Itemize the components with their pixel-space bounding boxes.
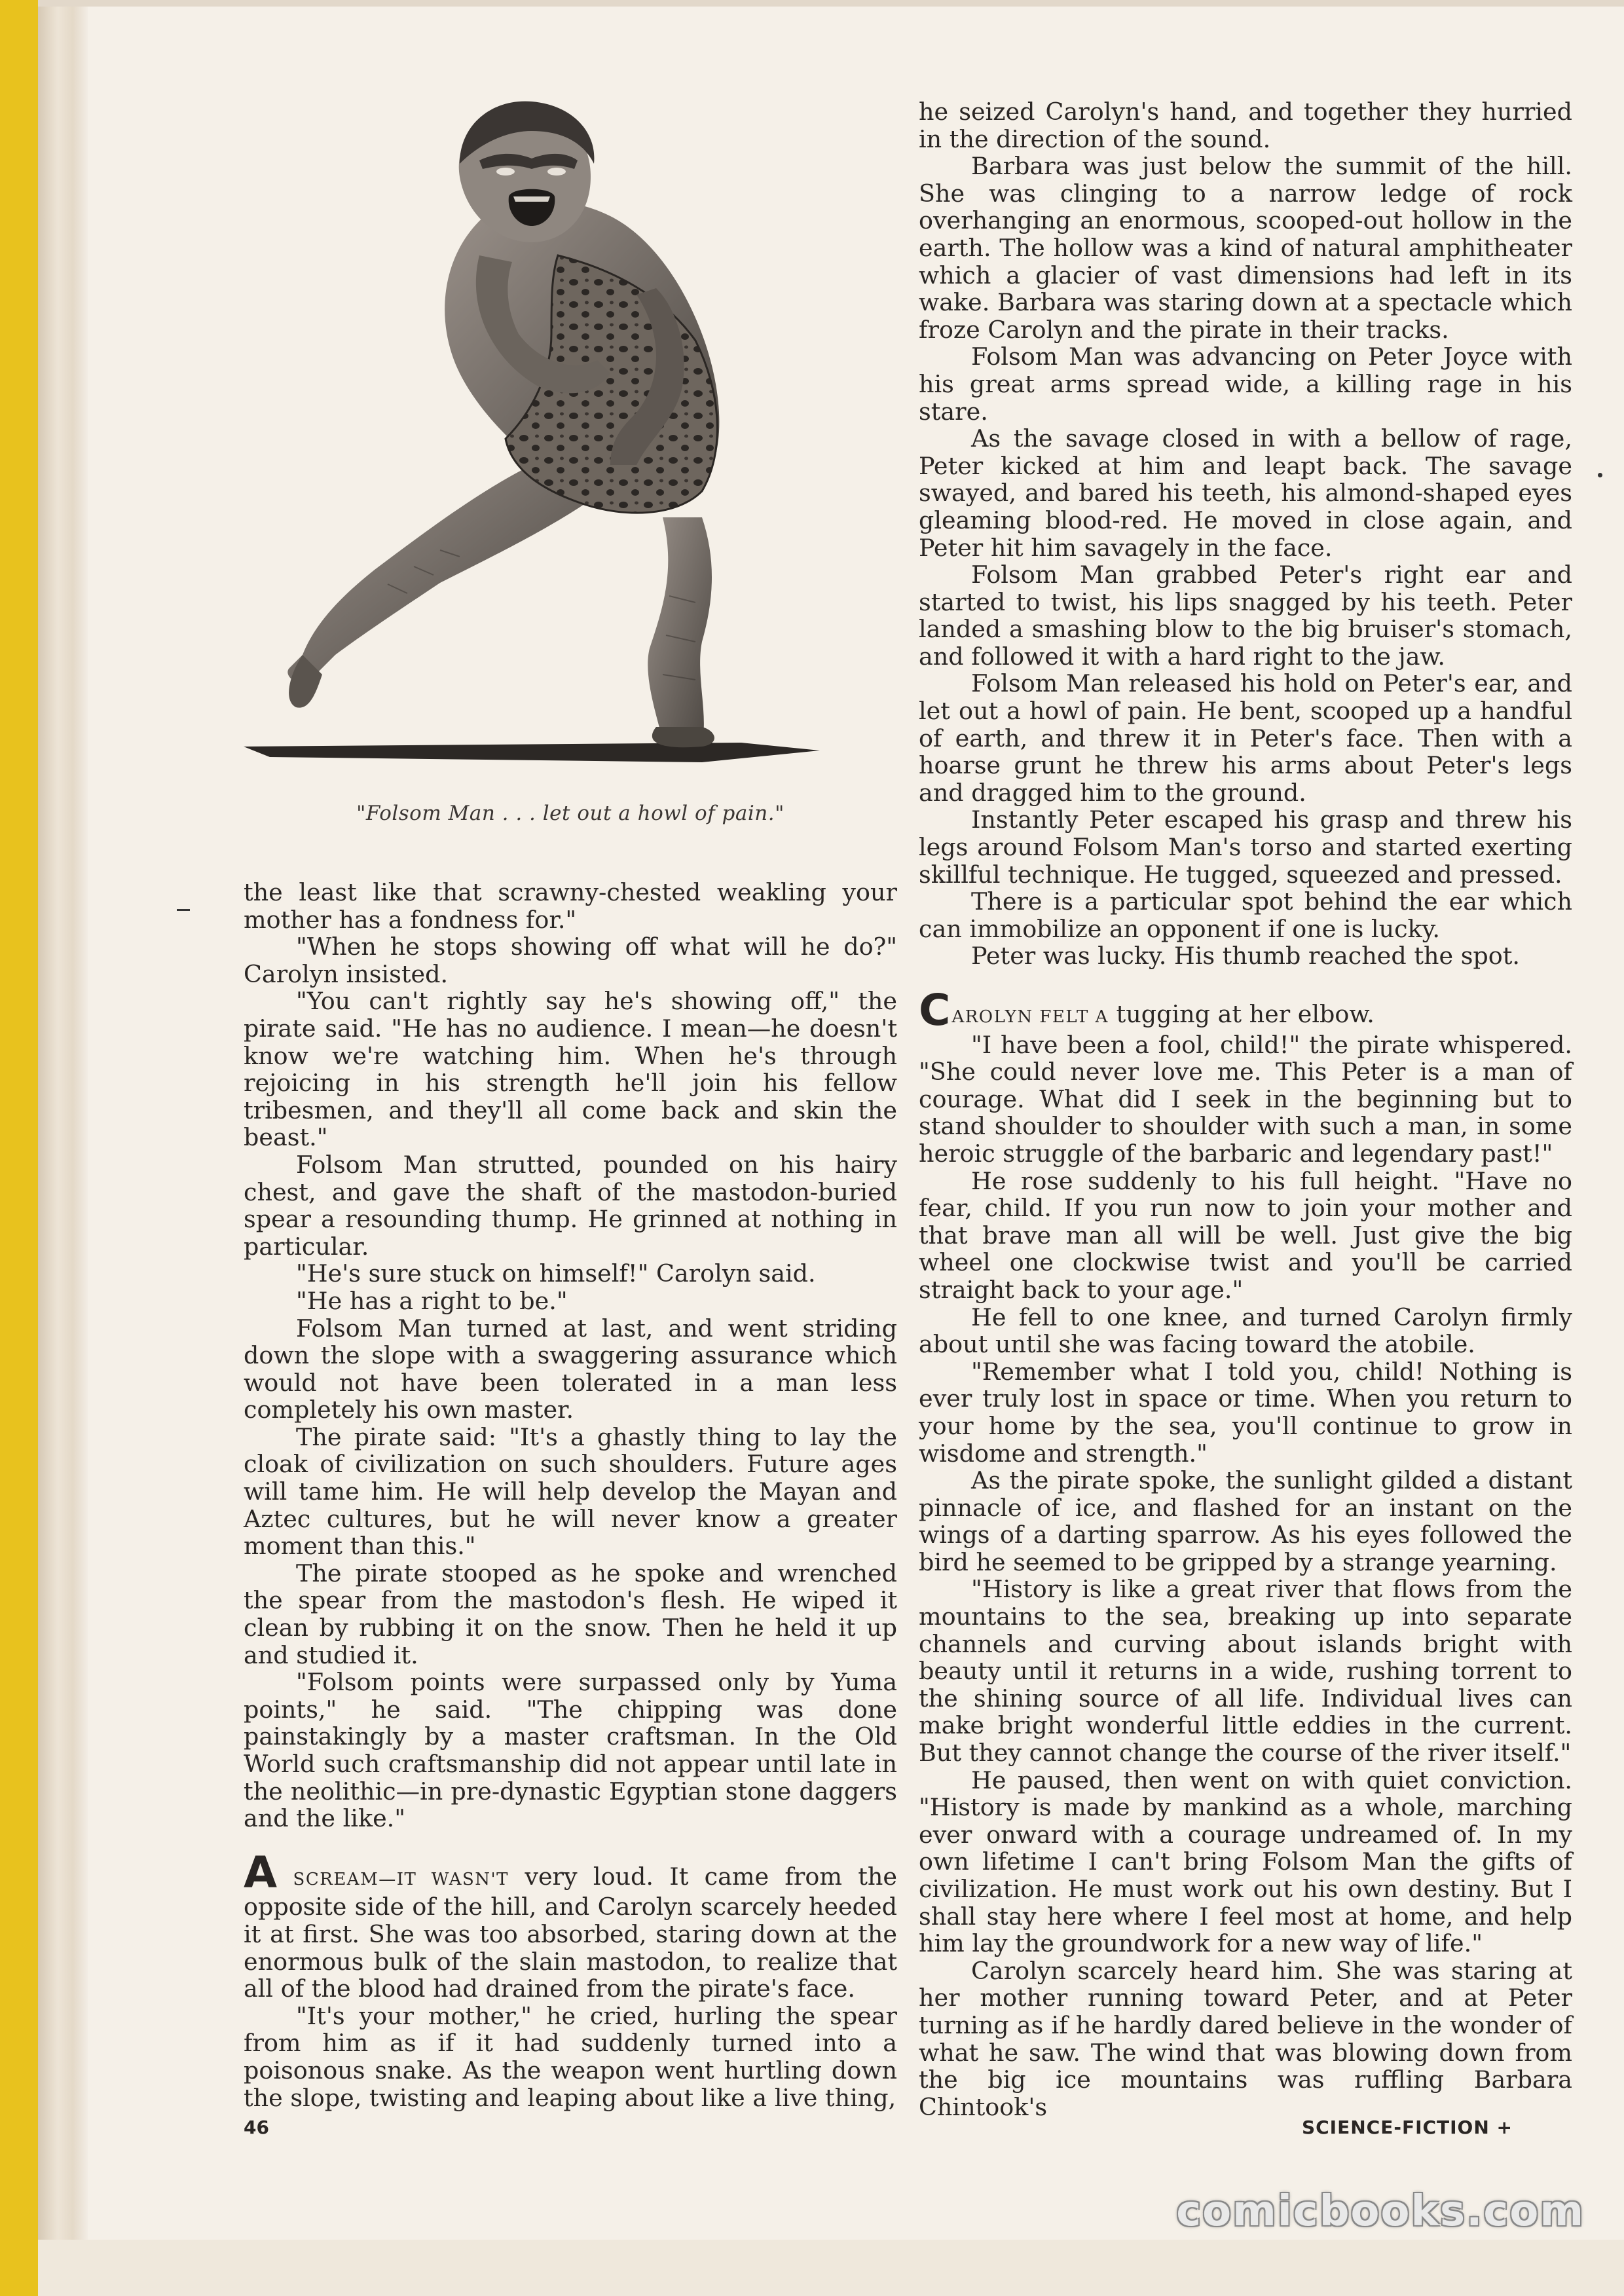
page-bottom-band <box>38 2240 1624 2296</box>
paragraph-text: Folsom Man grabbed Peter's right ear and started to twist, his lips snagged by his teeth. Peter landed a smashing blow to the big bruiser's stomach, and followed it with a hard right to the jaw. <box>919 561 1572 671</box>
paragraph-text: He fell to one knee, and turned Carolyn firmly about until she was facing toward the atobile. <box>919 1303 1572 1359</box>
drop-cap: A <box>244 1847 278 1898</box>
page-top-edge <box>38 0 1624 7</box>
paragraph <box>919 806 1572 888</box>
paragraph <box>244 1847 897 2003</box>
section-break <box>919 970 1572 997</box>
paragraph <box>244 1424 897 1560</box>
margin-mark <box>177 909 190 911</box>
paragraph-text: Barbara was just below the summit of the hill. She was clinging to a narrow ledge of rock overhanging an enormous, scooped-out hollow in the earth. The hollow was a kind of natural amphitheater which a glacier of vast dimensions had left in its wake. Barbara was staring down at a spectacle which froze Carolyn and the pirate in their tracks. <box>919 152 1572 344</box>
paragraph <box>919 1957 1572 2121</box>
paragraph-text: tugging at her elbow. <box>1108 1000 1375 1028</box>
running-title: SCIENCE-FICTION + <box>1301 2117 1513 2138</box>
paragraph <box>919 98 1572 153</box>
paragraph <box>919 670 1572 806</box>
paragraph-text: "He's sure stuck on himself!" Carolyn said. <box>296 1259 816 1288</box>
paragraph-text: As the pirate spoke, the sunlight gilded a distant pinnacle of ice, and flashed for an instant on the wings of a darting sparrow. As his eyes followed the bird he seemed to be gripped by a strange yearning. <box>919 1466 1572 1576</box>
paragraph-text: "When he stops showing off what will he do?" Carolyn insisted. <box>244 933 897 988</box>
paragraph <box>919 1304 1572 1358</box>
illustration-caption: "Folsom Man . . . let out a howl of pain." <box>356 802 784 825</box>
folsom-man-illustration <box>244 98 897 805</box>
page-gutter <box>38 0 88 2296</box>
paragraph-text: Carolyn scarcely heard him. She was staring at her mother running toward Peter, and at Peter turning as if he hardly dared believe in the wonder of what he saw. The wind that was blowing down from the big ice mountains was ruffling Barbara Chintook's <box>919 1956 1572 2121</box>
paragraph-text: "Folsom points were surpassed only by Yuma points," he said. "The chipping was done painstakingly by a master craftsman. In the Old World such craftsmanship did not appear until late in the neolithic—in pre-dynastic Egyptian stone daggers and the like." <box>244 1668 897 1833</box>
paragraph <box>244 1260 897 1287</box>
paragraph-text: he seized Carolyn's hand, and together they hurried in the direction of the sound. <box>919 98 1572 153</box>
paragraph <box>919 343 1572 425</box>
page-number: 46 <box>244 2117 269 2138</box>
paragraph <box>919 1168 1572 1304</box>
paragraph <box>919 888 1572 942</box>
section-lead-in: AROLYN FELT A <box>951 1007 1109 1027</box>
paragraph-text: He rose suddenly to his full height. "Have no fear, child. If you run now to join your mother and that brave man all will be well. Just give the big wheel one clockwise twist and you'll be carried straight back to your age." <box>919 1166 1572 1304</box>
paragraph <box>244 2003 897 2111</box>
paragraph <box>919 561 1572 670</box>
paragraph <box>919 942 1572 970</box>
paragraph-text: Instantly Peter escaped his grasp and threw his legs around Folsom Man's torso and started exerting skillful technique. He tugged, squeezed and pressed. <box>919 805 1572 889</box>
paragraph-text: "I have been a fool, child!" the pirate whispered. "She could never love me. This Peter is a man of courage. What did I seek in the beginning but to stand shoulder to shoulder with such a man, in some heroic struggle of the barbaric and legendary past!" <box>919 1030 1572 1168</box>
paragraph <box>244 1151 897 1260</box>
paragraph-text: As the savage closed in with a bellow of rage, Peter kicked at him and leapt back. The savage swayed, and bared his teeth, his almond-shaped eyes gleaming blood-red. He moved in close again, and Peter hit him savagely in the face. <box>919 424 1572 562</box>
paragraph-text: There is a particular spot behind the ear which can immobilize an opponent if one is lucky. <box>919 887 1572 943</box>
right-column <box>919 98 1572 2120</box>
paragraph <box>244 1287 897 1315</box>
paragraph-text: "You can't rightly say he's showing off," the pirate said. "He has no audience. I mean—he doesn't know we're watching him. When he's through rejoicing in his strength he'll join his fellow tribesmen, and they'll all come back and skin the beast." <box>244 987 897 1152</box>
paragraph <box>244 988 897 1151</box>
paragraph-text: "Remember what I told you, child! Nothing is ever truly lost in space or time. When you return to your home by the sea, you'll continue to grow in wisdome and strength." <box>919 1357 1572 1468</box>
paragraph-text: Peter was lucky. His thumb reached the spot. <box>971 942 1521 971</box>
left-column <box>244 879 897 2111</box>
paragraph-text: The pirate said: "It's a ghastly thing to lay the cloak of civilization on such shoulders. Future ages will tame him. He will help develop the Mayan and Aztec cultures, but he will never know a greater moment than this." <box>244 1422 897 1561</box>
paragraph <box>244 1560 897 1669</box>
paragraph-text: Folsom Man strutted, pounded on his hairy chest, and gave the shaft of the mastodon-buried spear a resounding thump. He grinned at nothing in particular. <box>244 1150 897 1261</box>
paragraph <box>919 425 1572 561</box>
paragraph-text: very loud. It came from the opposite side of the hill, and Carolyn scarcely heeded it at first. She was too absorbed, staring down at the enormous bulk of the slain mastodon, to realize that all of the blood had drained from the pirate's face. <box>244 1862 897 2003</box>
paragraph <box>244 1315 897 1424</box>
paragraph-text: The pirate stooped as he spoke and wrenched the spear from the mastodon's flesh. He wiped it clean by rubbing it on the snow. Then he held it up and studied it. <box>244 1559 897 1669</box>
watermark-logo: comicbooks.com <box>1176 2187 1585 2236</box>
paragraph <box>919 1031 1572 1168</box>
paragraph-text: Folsom Man released his hold on Peter's ear, and let out a howl of pain. He bent, scooped up a handful of earth, and threw it in Peter's face. Then with a hoarse grunt he threw his arms about Peter's legs and dragged him to the ground. <box>919 669 1572 807</box>
paragraph <box>919 1358 1572 1467</box>
binding-edge <box>0 0 38 2296</box>
paragraph <box>919 1767 1572 1957</box>
paragraph <box>919 985 1572 1035</box>
drop-cap: C <box>919 985 951 1035</box>
paragraph-text: the least like that scrawny-chested weakling your mother has a fondness for." <box>244 878 897 934</box>
paragraph <box>244 879 897 933</box>
paragraph <box>244 933 897 988</box>
paragraph <box>919 1576 1572 1766</box>
paragraph <box>919 153 1572 343</box>
paragraph <box>244 1669 897 1832</box>
section-lead-in: SCREAM—IT WASN'T <box>278 1869 509 1889</box>
paragraph-text: "He has a right to be." <box>296 1286 568 1315</box>
paragraph-text: He paused, then went on with quiet conviction. "History is made by mankind as a whole, marching ever onward with a courage undreamed of. In my own lifetime I can't bring Folsom Man the gifts of civilization. He must work out his own destiny. But I shall stay here where I feel most at home, and help him lay the groundwork for a new way of life." <box>919 1766 1572 1958</box>
section-break <box>244 1832 897 1860</box>
paragraph-text: "History is like a great river that flows from the mountains to the sea, breaking up into separate channels and curving about islands bright with beauty until it returns in a wide, rushing torrent to the shining source of all life. Individual lives can make bright wonderful little eddies in the current. But they cannot change the course of the river itself." <box>919 1575 1572 1768</box>
paragraph-text: Folsom Man turned at last, and went striding down the slope with a swaggering assurance which would not have been tolerated in a man less completely his own master. <box>244 1314 897 1424</box>
paragraph-text: Folsom Man was advancing on Peter Joyce with his great arms spread wide, a killing rage in his stare. <box>919 343 1572 426</box>
margin-mark <box>1598 473 1602 477</box>
paragraph-text: "It's your mother," he cried, hurling the spear from him as if it had suddenly turned into a poisonous snake. As the weapon went hurtling down the slope, twisting and leaping about like a live thing, <box>244 2001 897 2112</box>
paragraph <box>919 1467 1572 1576</box>
